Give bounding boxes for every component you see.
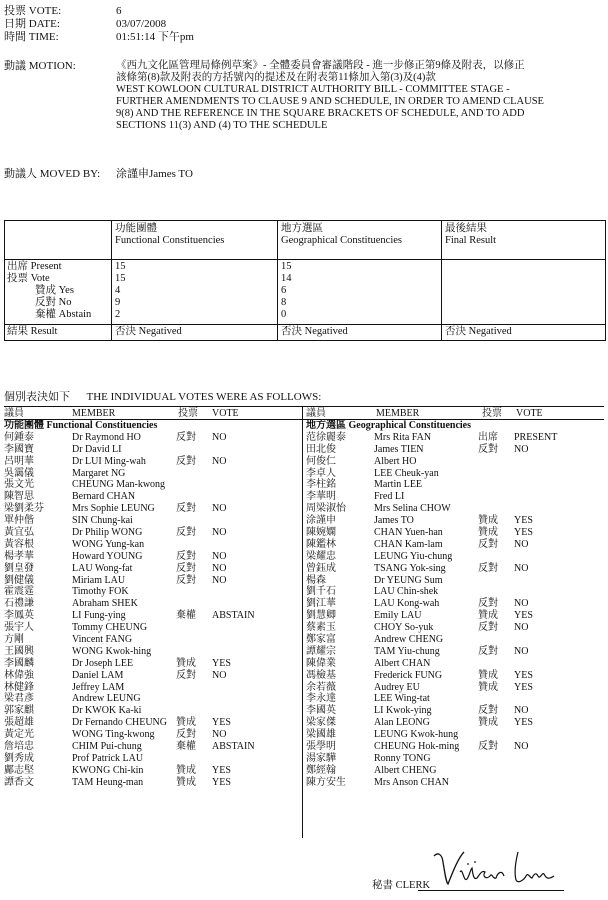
member-name-zh: 劉慧卿 [306,610,336,622]
vote-value: NO [514,598,529,610]
motion-text [116,60,604,132]
functional-vote-row [4,622,300,634]
functional-vote: 15 [115,273,126,284]
functional-present: 15 [115,261,126,272]
member-name-zh: 劉健儀 [4,574,34,586]
time-value: 01:51:14 下午pm [116,31,194,43]
member-name-zh: 詹培忠 [4,741,34,753]
vote-zh: 反對 [478,645,498,657]
member-name-en: Dr Raymond HO [72,431,141,443]
member-name-en: Mrs Anson CHAN [374,776,450,788]
member-name-zh: 楊孝華 [4,550,34,562]
geographical-result: 否決 Negatived [281,326,348,337]
functional-vote-row [4,491,300,503]
member-name-zh: 霍震霆 [4,586,34,598]
geographical-vote-row [306,479,602,491]
member-name-en: Miriam LAU [72,574,126,586]
vote-zh: 反對 [176,550,196,562]
col-header-member: MEMBER [376,408,420,419]
member-name-en: Fred LI [374,491,405,503]
member-name-en: Dr Fernando CHEUNG [72,717,167,729]
vote-zh: 反對 [176,503,196,515]
geographical-vote-row [306,444,602,456]
geographical-vote-row [306,670,602,682]
geographical-yes: 6 [281,285,287,296]
member-name-zh: 黃宜弘 [4,527,34,539]
member-name-en: Dr LUI Ming-wah [72,455,146,467]
functional-vote-row [4,515,300,527]
member-name-en: Margaret NG [72,467,126,479]
member-name-zh: 石禮謙 [4,598,34,610]
geographical-vote-row [306,682,602,694]
row-label-result: 結果 Result [7,326,58,337]
member-name-zh: 李柱銘 [306,479,336,491]
member-name-zh: 林健鋒 [4,681,34,693]
functional-vote-row [4,610,300,622]
vote-zh: 棄權 [176,741,196,753]
member-name-zh: 劉千石 [306,586,336,598]
member-name-en: Dr YEUNG Sum [374,574,443,586]
col-header-vote-zh: 投票 [482,408,502,419]
member-name-en: Jeffrey LAM [72,681,125,693]
geographical-vote-row [306,658,602,670]
functional-header-en: Functional Constituencies [115,235,225,246]
geographical-vote-row [306,693,602,705]
vote-zh: 反對 [176,574,196,586]
vote-number-label: 投票 VOTE: [4,5,62,17]
geographical-vote: 14 [281,273,292,284]
geographical-no: 8 [281,297,287,308]
moved-by-value: 涂謹申James TO [116,168,193,180]
vote-zh: 反對 [478,705,498,717]
member-name-en: LEUNG Kwok-hung [374,729,459,741]
member-name-en: Prof Patrick LAU [72,752,144,764]
member-name-zh: 李國麟 [4,657,34,669]
member-name-zh: 單仲偕 [4,515,34,527]
functional-yes: 4 [115,285,121,296]
geographical-column [306,420,602,789]
member-name-en: Ronny TONG [374,752,431,764]
vote-number: 6 [116,5,122,17]
member-name-en: Dr Joseph LEE [72,657,134,669]
member-name-zh: 譚耀宗 [306,645,336,657]
row-label-vote: 投票 Vote [7,273,50,284]
member-name-zh: 余若薇 [306,681,336,693]
member-name-en: Martin LEE [374,479,423,491]
motion-line: 9(8) AND THE REFERENCE IN THE SQUARE BRACKETS OF SCHEDULE, AND TO ADD [116,108,525,119]
member-name-en: James TIEN [374,443,424,455]
geographical-vote-row [306,729,602,741]
functional-vote-row [4,705,300,717]
member-name-zh: 李永達 [306,693,336,705]
geographical-abstain: 0 [281,309,287,320]
vote-value: PRESENT [514,431,558,443]
member-name-zh: 田北俊 [306,443,336,455]
row-label-yes: 贊成 Yes [35,285,74,296]
member-name-en: TAM Yiu-chung [374,645,440,657]
member-name-zh: 黃定光 [4,729,34,741]
vote-value: NO [514,741,529,753]
vote-value: NO [212,729,227,741]
member-name-zh: 陳智思 [4,491,34,503]
functional-vote-row [4,658,300,670]
motion-line: 《西九文化區管理局條例草案》- 全體委員會審議階段 - 進一步修正第9條及附表，以修正 [116,60,525,71]
vote-value: ABSTAIN [212,610,255,622]
functional-vote-row [4,586,300,598]
functional-no: 9 [115,297,121,308]
member-name-en: LI Fung-ying [72,610,126,622]
functional-section-title: 功能團體 Functional Constituencies [4,420,158,431]
col-header-vote-zh: 投票 [178,408,198,419]
functional-abstain: 2 [115,309,121,320]
functional-vote-row [4,753,300,765]
vote-value: NO [212,527,227,539]
individual-votes-table [4,406,604,838]
geographical-vote-row [306,491,602,503]
member-name-en: Andrew CHENG [374,634,444,646]
member-name-zh: 李華明 [306,491,336,503]
vote-value: YES [514,681,533,693]
functional-vote-row [4,682,300,694]
member-name-zh: 黃容根 [4,538,34,550]
member-name-en: Albert CHENG [374,764,437,776]
member-name-zh: 蔡素玉 [306,622,336,634]
geographical-header-en: Geographical Constituencies [281,235,403,246]
member-name-zh: 梁家傑 [306,717,336,729]
member-name-zh: 楊森 [306,574,326,586]
member-name-en: Mrs Sophie LEUNG [72,503,155,515]
geographical-section-title: 地方選區 Geographical Constituencies [306,420,471,431]
functional-vote-row [4,777,300,789]
moved-by-label: 動議人 MOVED BY: [4,168,101,180]
geographical-vote-row [306,503,602,515]
member-name-en: SIN Chung-kai [72,515,133,527]
vote-value: YES [212,764,231,776]
individual-votes-title: 個別表決如下 THE INDIVIDUAL VOTES WERE AS FOLLOWS: [4,391,322,403]
member-name-en: Albert HO [374,455,417,467]
member-name-en: Mrs Selina CHOW [374,503,451,515]
member-name-zh: 劉秀成 [4,752,34,764]
member-name-zh: 鄺志堅 [4,764,34,776]
date-value: 03/07/2008 [116,18,167,30]
summary-table [4,220,606,341]
vote-zh: 贊成 [478,681,498,693]
date-label: 日期 DATE: [4,18,60,30]
member-name-zh: 梁國雄 [306,729,336,741]
member-name-en: LAU Chin-shek [374,586,439,598]
vote-value: YES [514,717,533,729]
member-name-en: Emily LAU [374,610,422,622]
vote-zh: 贊成 [478,717,498,729]
clerk-signature [430,846,560,890]
vote-value: YES [212,717,231,729]
member-name-zh: 劉江華 [306,598,336,610]
member-name-zh: 陳婉嫻 [306,527,336,539]
member-name-zh: 吳靄儀 [4,467,34,479]
vote-zh: 反對 [176,455,196,467]
member-name-en: Andrew LEUNG [72,693,141,705]
motion-line: 該條第(8)款及附表的方括號內的提述及在附表第11條加入第(3)及(4)款 [116,72,436,83]
geographical-vote-row [306,610,602,622]
vote-zh: 贊成 [176,657,196,669]
functional-result: 否決 Negatived [115,326,182,337]
vote-zh: 反對 [478,622,498,634]
functional-vote-row [4,479,300,491]
member-name-zh: 何俊仁 [306,455,336,467]
vote-value: ABSTAIN [212,741,255,753]
row-label-no: 反對 No [35,297,72,308]
geographical-vote-row [306,563,602,575]
member-name-en: TAM Heung-man [72,776,144,788]
geographical-vote-row [306,468,602,480]
vote-zh: 反對 [176,562,196,574]
row-label-present: 出席 Present [7,261,62,272]
geographical-vote-row [306,432,602,444]
member-name-zh: 方剛 [4,634,24,646]
member-name-en: Frederick FUNG [374,669,443,681]
vote-value: NO [514,443,529,455]
member-name-zh: 張學明 [306,741,336,753]
geographical-vote-row [306,456,602,468]
member-name-zh: 譚香文 [4,776,34,788]
member-name-en: CHOY So-yuk [374,622,434,634]
member-name-en: Albert CHAN [374,657,431,669]
functional-vote-row [4,432,300,444]
vote-zh: 贊成 [176,764,196,776]
vote-zh: 贊成 [176,717,196,729]
functional-vote-row [4,693,300,705]
signature-line [418,890,564,891]
member-name-en: Dr David LI [72,443,122,455]
member-name-zh: 陳偉業 [306,657,336,669]
member-name-en: WONG Ting-kwong [72,729,155,741]
motion-line: FURTHER AMENDMENTS TO CLAUSE 9 AND SCHEDULE, IN ORDER TO AMEND CLAUSE [116,96,544,107]
member-name-en: Vincent FANG [72,634,133,646]
final-result: 否決 Negatived [445,326,512,337]
member-name-zh: 王國興 [4,645,34,657]
geographical-vote-row [306,634,602,646]
member-name-en: KWONG Chi-kin [72,764,144,776]
member-name-zh: 郭家麒 [4,705,34,717]
member-name-en: LEE Cheuk-yan [374,467,439,479]
geographical-vote-row [306,741,602,753]
vote-zh: 反對 [478,443,498,455]
vote-zh: 贊成 [478,527,498,539]
functional-header-zh: 功能團體 [115,223,157,234]
functional-vote-row [4,527,300,539]
member-name-zh: 張宇人 [4,622,34,634]
motion-line: SECTIONS 11(3) AND (4) TO THE SCHEDULE [116,120,328,131]
member-name-en: Dr KWOK Ka-ki [72,705,142,717]
vote-zh: 贊成 [478,610,498,622]
member-name-zh: 劉皇發 [4,562,34,574]
member-name-zh: 林偉強 [4,669,34,681]
member-name-en: LEE Wing-tat [374,693,430,705]
geographical-vote-row [306,622,602,634]
vote-value: NO [212,431,227,443]
member-name-zh: 鄭經翰 [306,764,336,776]
functional-vote-row [4,634,300,646]
geographical-vote-row [306,705,602,717]
functional-vote-row [4,670,300,682]
functional-vote-row [4,539,300,551]
member-name-en: WONG Kwok-hing [72,645,152,657]
member-name-en: LEUNG Yiu-chung [374,550,453,562]
vote-zh: 贊成 [478,515,498,527]
member-name-zh: 梁君彥 [4,693,34,705]
vote-value: NO [514,705,529,717]
col-header-vote: VOTE [516,408,543,419]
col-header-zh: 議員 [306,408,326,419]
member-name-zh: 范徐麗泰 [306,431,346,443]
member-name-en: Audrey EU [374,681,420,693]
geographical-vote-row [306,586,602,598]
functional-vote-row [4,444,300,456]
vote-value: NO [514,645,529,657]
clerk-label: 秘書 CLERK [372,880,431,891]
geographical-present: 15 [281,261,292,272]
vote-value: NO [514,622,529,634]
member-name-zh: 張超雄 [4,717,34,729]
member-name-en: CHEUNG Man-kwong [72,479,166,491]
member-name-en: LI Kwok-ying [374,705,432,717]
vote-value: YES [514,669,533,681]
member-name-en: Dr Philip WONG [72,527,143,539]
member-name-zh: 陳方安生 [306,776,346,788]
vote-value: YES [212,657,231,669]
functional-vote-row [4,765,300,777]
geographical-vote-row [306,527,602,539]
vote-value: YES [514,515,533,527]
member-name-en: Howard YOUNG [72,550,143,562]
vote-zh: 棄權 [176,610,196,622]
member-name-zh: 湯家驊 [306,752,336,764]
vote-value: YES [212,776,231,788]
geographical-vote-row [306,753,602,765]
functional-vote-row [4,563,300,575]
vote-value: NO [212,574,227,586]
vote-value: YES [514,527,533,539]
vote-value: NO [514,562,529,574]
member-name-zh: 陳鑑林 [306,538,336,550]
member-name-zh: 李鳳英 [4,610,34,622]
member-name-zh: 呂明華 [4,455,34,467]
functional-vote-row [4,575,300,587]
vote-zh: 反對 [176,431,196,443]
member-name-zh: 曾鈺成 [306,562,336,574]
member-name-en: CHAN Kam-lam [374,538,443,550]
col-header-zh: 議員 [4,408,24,419]
member-name-zh: 李卓人 [306,467,336,479]
geographical-vote-row [306,646,602,658]
member-name-en: Abraham SHEK [72,598,138,610]
member-name-zh: 涂謹申 [306,515,336,527]
functional-vote-row [4,729,300,741]
final-header-en: Final Result [445,235,497,246]
member-name-en: CHEUNG Hok-ming [374,741,460,753]
vote-value: NO [212,669,227,681]
vote-zh: 反對 [176,729,196,741]
vote-zh: 贊成 [478,669,498,681]
member-name-zh: 鄭家富 [306,634,336,646]
member-name-en: Alan LEONG [374,717,430,729]
motion-label: 動議 MOTION: [4,60,76,72]
functional-vote-row [4,598,300,610]
functional-vote-row [4,741,300,753]
vote-zh: 反對 [478,598,498,610]
time-label: 時間 TIME: [4,31,59,43]
vote-zh: 反對 [176,527,196,539]
vote-value: NO [212,503,227,515]
member-name-zh: 梁耀忠 [306,550,336,562]
functional-vote-row [4,468,300,480]
vote-zh: 出席 [478,431,498,443]
geographical-vote-row [306,765,602,777]
geographical-vote-row [306,598,602,610]
member-name-en: LAU Wong-fat [72,562,133,574]
vote-value: NO [212,562,227,574]
member-name-zh: 馮檢基 [306,669,336,681]
geographical-vote-row [306,539,602,551]
vote-value: NO [514,538,529,550]
col-header-vote: VOTE [212,408,239,419]
member-name-en: Tommy CHEUNG [72,622,148,634]
geographical-vote-row [306,515,602,527]
vote-value: YES [514,610,533,622]
motion-line: WEST KOWLOON CULTURAL DISTRICT AUTHORITY BILL - COMMITTEE STAGE - [116,84,510,95]
member-name-en: Daniel LAM [72,669,124,681]
vote-zh: 反對 [478,562,498,574]
member-name-zh: 梁劉柔芬 [4,503,44,515]
col-header-member: MEMBER [72,408,116,419]
geographical-vote-row [306,575,602,587]
member-name-zh: 何鍾泰 [4,431,34,443]
functional-vote-row [4,503,300,515]
member-name-en: James TO [374,515,414,527]
geographical-vote-row [306,551,602,563]
member-name-en: Bernard CHAN [72,491,136,503]
member-name-zh: 周梁淑怡 [306,503,346,515]
member-name-zh: 張文光 [4,479,34,491]
member-name-en: TSANG Yok-sing [374,562,446,574]
geographical-vote-row [306,777,602,789]
member-name-en: Timothy FOK [72,586,129,598]
functional-vote-row [4,646,300,658]
member-name-en: WONG Yung-kan [72,538,145,550]
functional-vote-row [4,551,300,563]
vote-zh: 贊成 [176,776,196,788]
vote-zh: 反對 [478,741,498,753]
geographical-vote-row [306,717,602,729]
vote-value: NO [212,550,227,562]
member-name-zh: 李國英 [306,705,336,717]
member-name-zh: 李國寶 [4,443,34,455]
vote-zh: 反對 [176,669,196,681]
member-name-en: CHAN Yuen-han [374,527,443,539]
member-name-en: Mrs Rita FAN [374,431,432,443]
member-name-en: LAU Kong-wah [374,598,440,610]
final-header-zh: 最後結果 [445,223,487,234]
vote-zh: 反對 [478,538,498,550]
functional-vote-row [4,717,300,729]
vote-value: NO [212,455,227,467]
row-label-abstain: 棄權 Abstain [35,309,92,320]
functional-vote-row [4,456,300,468]
functional-column [4,420,300,789]
geographical-header-zh: 地方選區 [281,223,323,234]
member-name-en: CHIM Pui-chung [72,741,142,753]
